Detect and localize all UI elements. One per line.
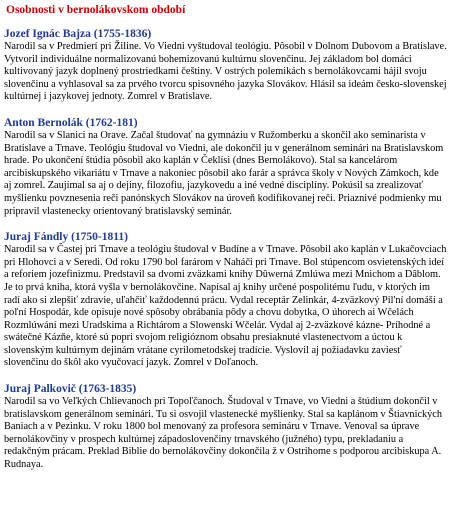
person-name: Jozef Ignác Bajza (1755-1836)	[4, 28, 152, 40]
person-entry-fandly	[4, 230, 448, 370]
person-entry-bernolak	[4, 116, 448, 218]
person-entry-bajza	[4, 27, 448, 104]
person-entry-palkovic	[4, 382, 448, 472]
section-spacer	[4, 222, 448, 230]
person-bio: Narodil sa v Predmierí pri Žiline. Vo Viedni vyštudoval teológiu. Pôsobil v Dolnom Dubovom a Bratislave. Vytvoril individuálne normalizovanú bohemizovanú kultúrnu slovenčinu. Jej základom bol domáci kultivovaný jazyk doplnený prostriedkami češtiny. V ostrých polemikách s bernolákovcami hájil svoju slovenčinu a vyhlasoval sa za prvého tvorcu spisovného jazyka Slovákov. Hlásil sa ideám česko-slovenskej kultúrnej i jazykovej jednoty. Zomrel v Bratislave.	[4, 41, 447, 103]
person-bio: Narodil sa vo Veľkých Chlievanoch pri Topoľčanoch. Študoval v Trnave, vo Viedni a štúdium dokončil v bratislavskom generálnom seminári. Tu si osvojil vlastenecké myšlienky. Stal sa kaplánom v Štiavnických Baniach a v Pezinku. V roku 1800 bol menovaný za profesora semináru v Trnave. Venoval sa úprave bernolákovčiny v prospech kultúrnej západoslovenčiny trnavského (južného) typu, prekladaniu a redakčným prácam. Preklad Biblie do bernolákovčiny dokončila ž v Ostrihome s podporou arcibiskupa A. Rudnaya.	[4, 396, 443, 471]
section-spacer	[4, 108, 448, 116]
person-bio: Narodil sa v Častej pri Trnave a teológiu študoval v Budíne a v Trnave. Pôsobil ako kaplán v Lukačovciach pri Hlohovci a v Seredi. Od roku 1790 bol farárom v Naháči pri Trnave. Bol stúpencom osvietenských ideí a reforiem jozefinizmu. Predstavil sa dvomi zväzkami knihy Dûwerná Zmlúwa mezi Mnichom a Dâblom. Je to prvá kniha, ktorá vyšla v bernolákovčine. Napísal aj knihy určené pospolitému ľudu, v ktorých im radí ako si zlepšiť zdravie, uľahčiť každodennú prácu. Vydal receptár Zelinkár, 4-zväzkový Pil'ní domáší a poľní Hospodár, kde opisuje nové spôsoby obrábania pôdy a chovu dobytka, O úhorech ai Wčelách Rozmlúwání mezi Uradskima a Richtárom a Slowenskí Wčelár. Vydal aj 2-zväzkové kázne- Príhodné a swátečné Kázňe, ktoré sú popri svojom religióznom obsahu presiaknuté vlastenectvom a úctou k slovenským kultúrnym dejinám vrátane cyrilometodskej tradície. Vyslovil aj požiadavku zaviesť slovenčinu do škôl ako vyučovací jazyk. Zomrel v Doľanoch.	[4, 244, 447, 369]
section-spacer	[4, 374, 448, 382]
person-bio: Narodil sa v Slanici na Orave. Začal študovať na gymnáziu v Ružomberku a skončil ako seminarista v Bratislave a Trnave. Teológiu študoval vo Viedni, ale dokončil ju v generálnom seminári na Bratislavskom hrade. Po ukončení štúdia pôsobil ako kaplán v Čeklísi (dnes Bernolákovo). Stal sa kancelárom arcibiskupského vikariátu v Trnave a nakoniec pôsobil ako farár a správca školy v Nových Zámkoch, kde aj zomrel. Zaujímal sa aj o dejiny, filozofiu, jazykovedu a iné vedné disciplíny. Pokúsil sa zrealizovať myšlienku povznesenia reči panónskych Slovákov na úroveň kodifikovanej reči. Priaznivé podmienky mu pripravil vlastenecky orientovaný bratislavský seminár.	[4, 129, 444, 217]
person-name: Juraj Palkovič (1763-1835)	[4, 383, 137, 396]
person-name: Juraj Fándly (1750-1811)	[4, 231, 128, 244]
person-name: Anton Bernolák (1762-181)	[4, 116, 138, 129]
page-title: Osobnosti v bernolákovskom období	[6, 4, 186, 16]
